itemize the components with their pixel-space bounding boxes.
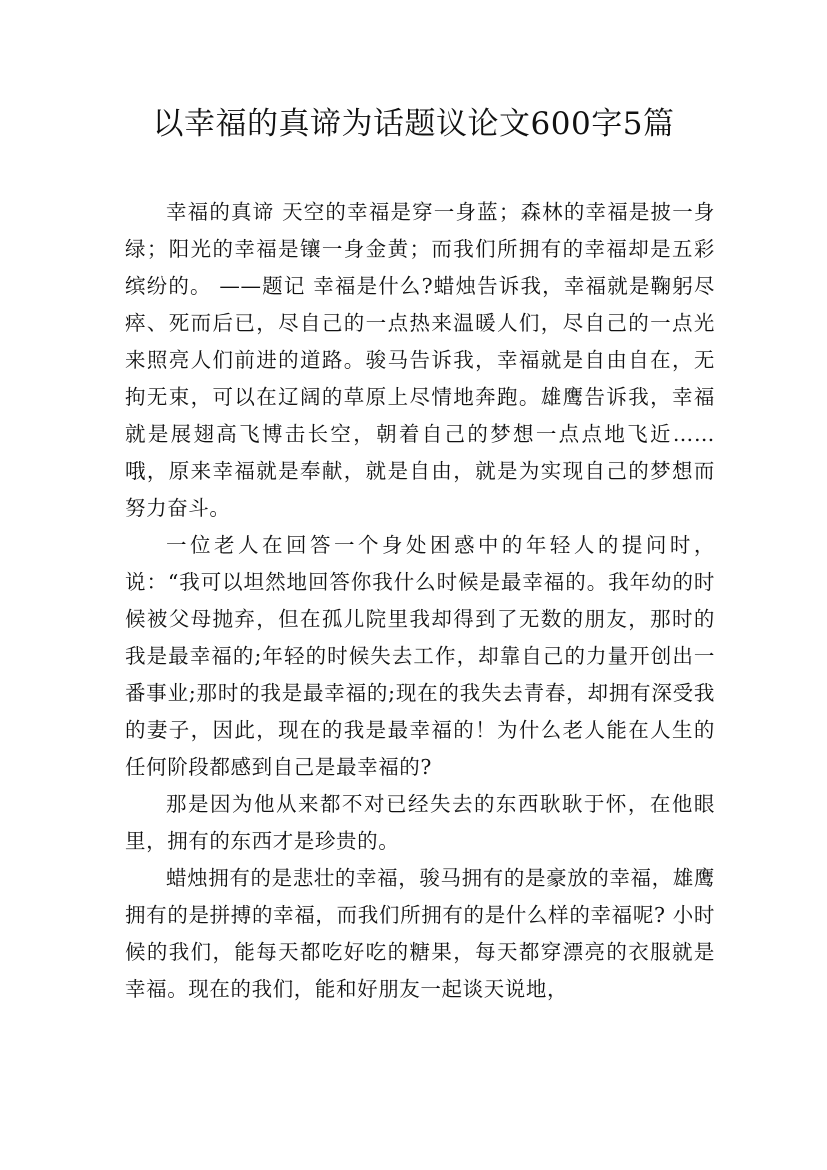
paragraph-4: 蜡烛拥有的是悲壮的幸福，骏马拥有的是豪放的幸福，雄鹰拥有的是拼搏的幸福，而我们所拥有的是什么样的幸福呢? 小时候的我们，能每天都吃好吃的糖果，每天都穿漂亮的衣服就是幸福。现在的我们，能和好朋友一起谈天说地，	[125, 866, 715, 1001]
paragraph-1: 幸福的真谛 天空的幸福是穿一身蓝；森林的幸福是披一身绿；阳光的幸福是镶一身金黄；而我们所拥有的幸福却是五彩缤纷的。 ——题记 幸福是什么?蜡烛告诉我，幸福就是鞠躬尽瘁、死而后已，尽自己的一点热来温暖人们，尽自己的一点光来照亮人们前进的道路。骏马告诉我，幸福就是自由自在，无拘无束，可以在辽阔的草原上尽情地奔跑。雄鹰告诉我，幸福就是展翅高飞博击长空，朝着自己的梦想一点点地飞近……哦，原来幸福就是奉献，就是自由，就是为实现自己的梦想而努力奋斗。	[125, 200, 715, 520]
document-body	[125, 194, 715, 1008]
paragraph-3: 那是因为他从来都不对已经失去的东西耿耿于怀，在他眼里，拥有的东西才是珍贵的。	[125, 792, 715, 853]
paragraph-2: 一位老人在回答一个身处困惑中的年轻人的提问时，说：“我可以坦然地回答你我什么时候是最幸福的。我年幼的时候被父母抛弃，但在孤儿院里我却得到了无数的朋友，那时的我是最幸福的;年轻的时候失去工作，却靠自己的力量开创出一番事业;那时的我是最幸福的;现在的我失去青春，却拥有深受我的妻子，因此，现在的我是最幸福的！为什么老人能在人生的任何阶段都感到自己是最幸福的?	[125, 533, 715, 779]
document-title: 以幸福的真谛为话题议论文600字5篇	[152, 106, 675, 142]
